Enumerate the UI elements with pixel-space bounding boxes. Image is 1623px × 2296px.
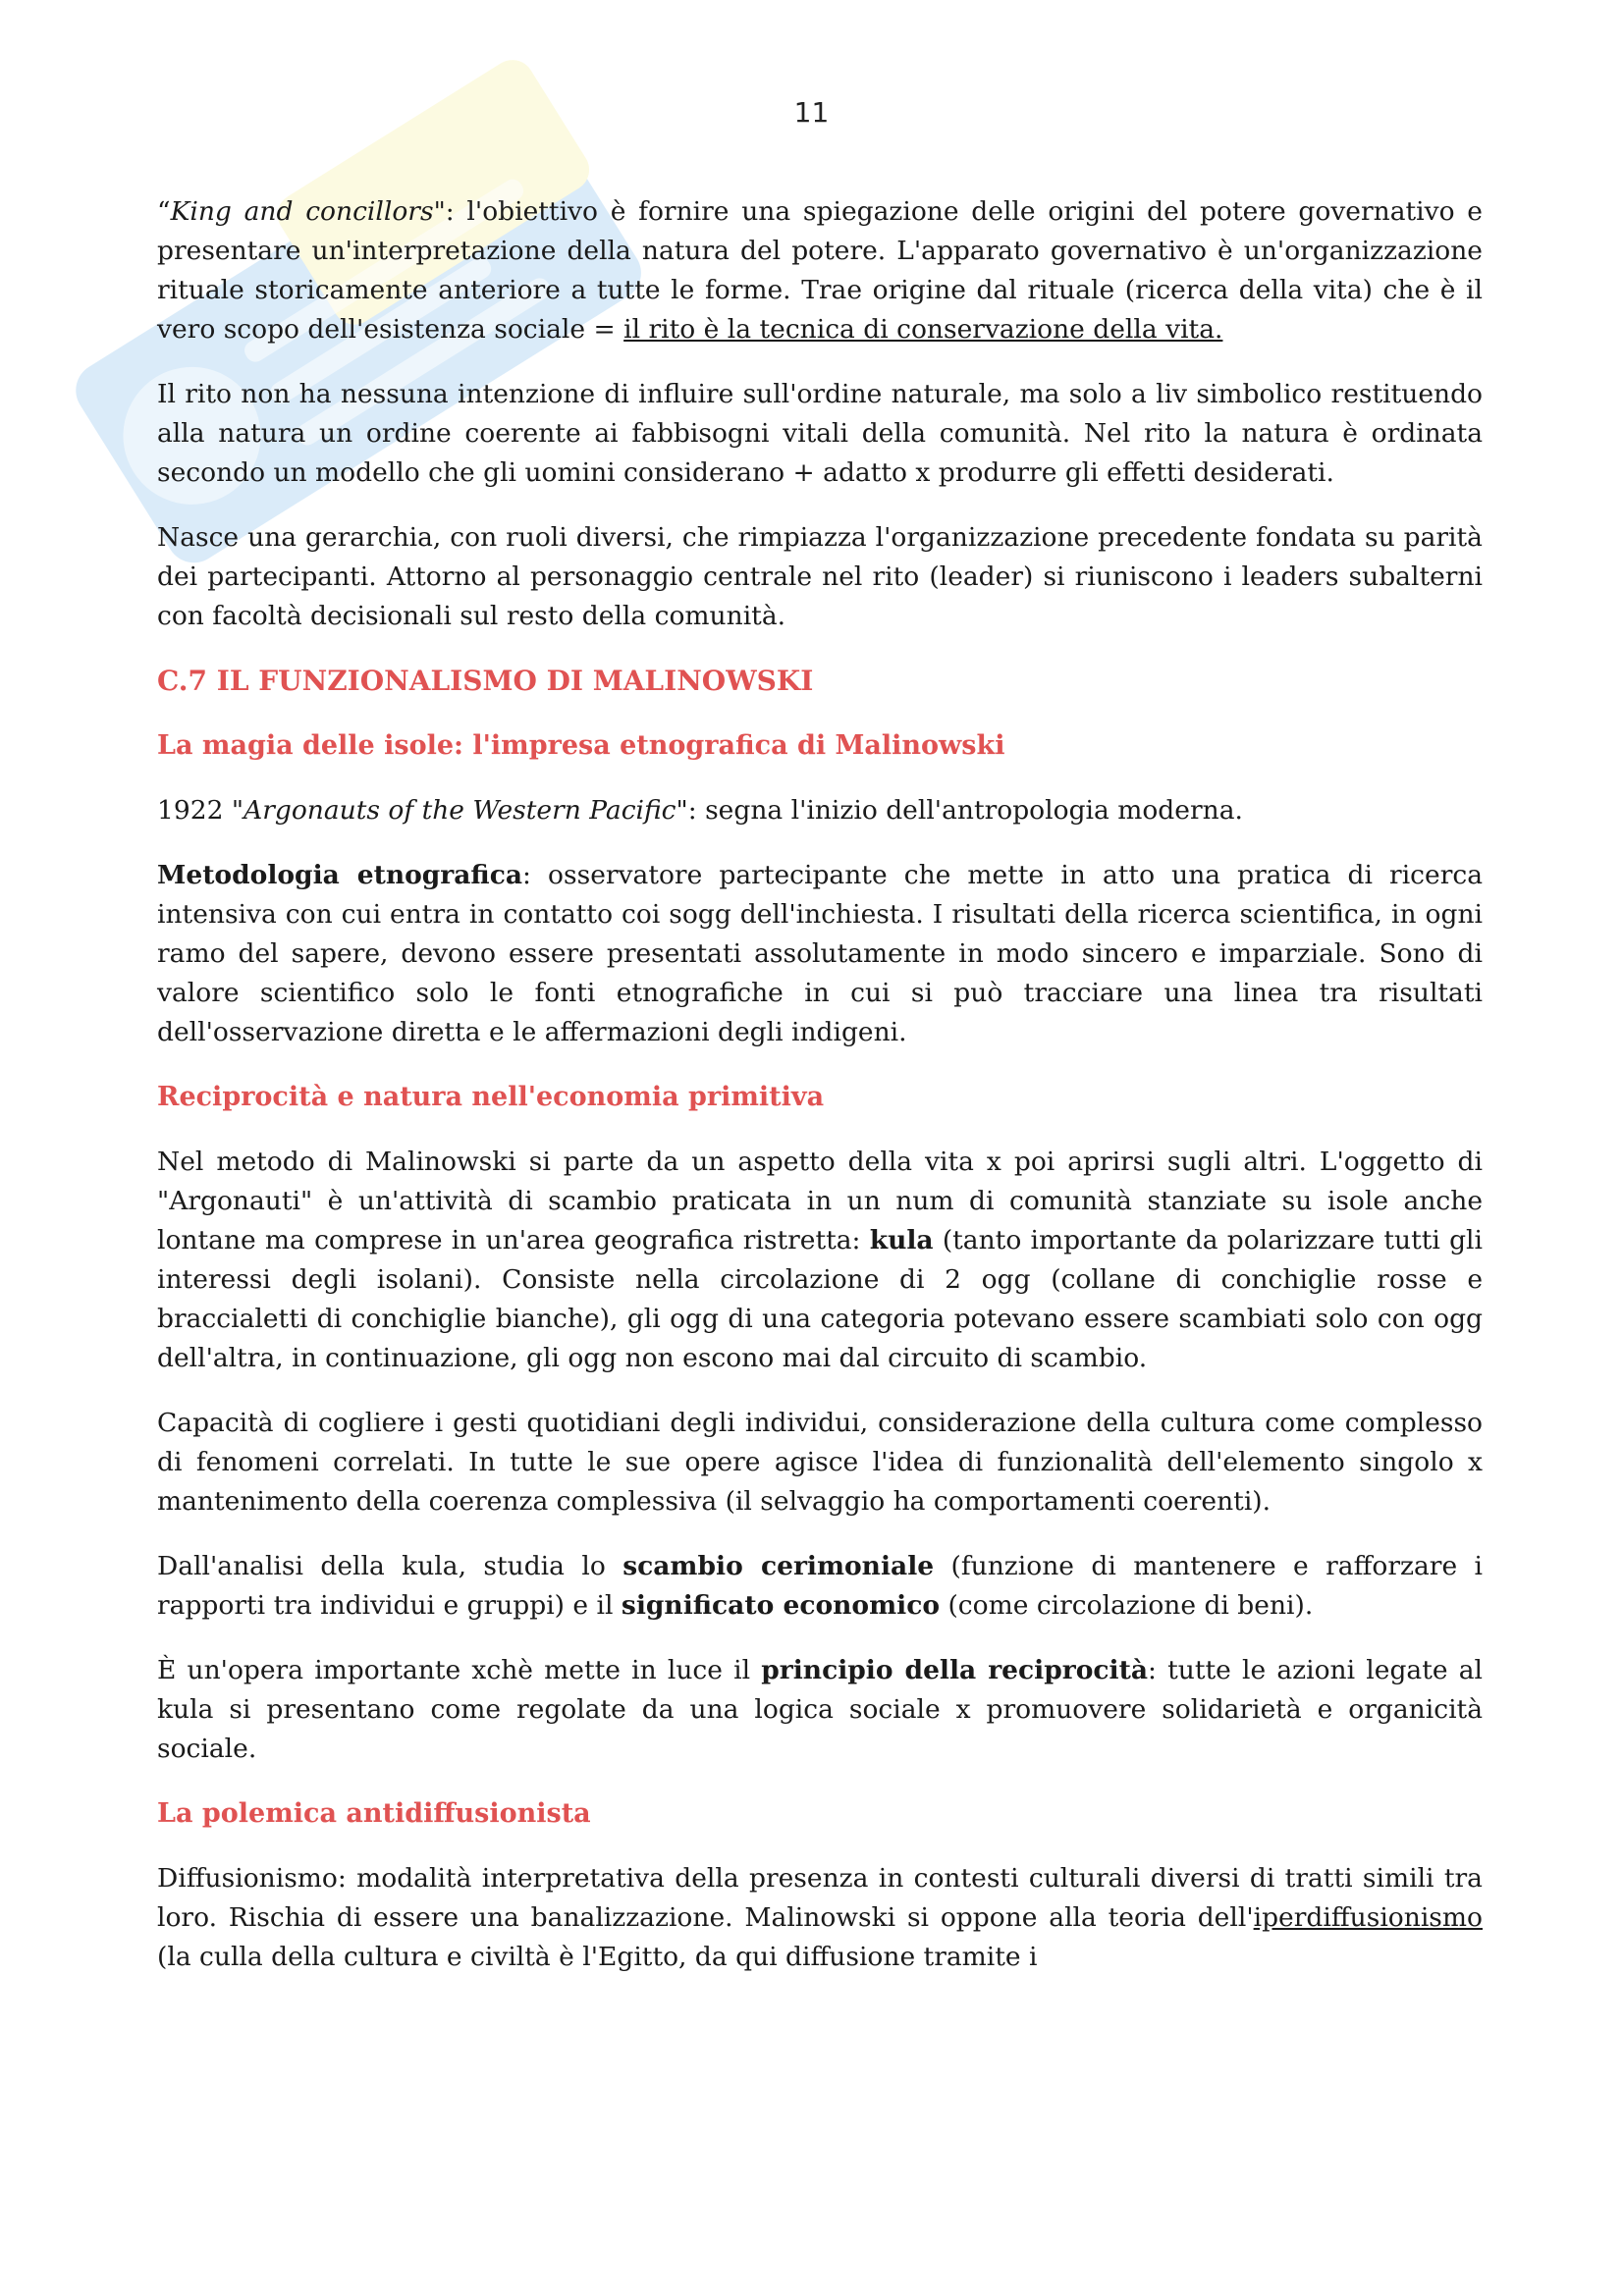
text-before: Nel metodo di Malinowski si parte da un aspetto della vita x poi aprirsi sugli altri. L'oggetto di "Argonauti" è un'attività di scambio praticata in un num di comunità stanziate su isole anche lontane ma comprese in un'area geografica ristretta: (157, 1147, 1483, 1255)
bold-term: significato economico (621, 1590, 941, 1621)
section-heading-polemica: La polemica antidiffusionista (157, 1798, 591, 1829)
text-after: ": segna l'inizio dell'antropologia moderna. (676, 795, 1243, 826)
paragraph-text: ": l'obiettivo è fornire una spiegazione delle origini del potere governativo e presentare un'interpretazione della natura del potere. L'apparato governativo è un'organizzazione rituale storicamente anteriore a tutte le forme. Trae origine dal rituale (ricerca della vita) che è il vero scopo dell'esistenza sociale = (157, 196, 1483, 345)
bold-term: principio della reciprocità (761, 1655, 1149, 1685)
bold-term: Metodologia etnografica (157, 860, 523, 890)
paragraph-gerarchia: Nasce una gerarchia, con ruoli diversi, che rimpiazza l'organizzazione precedente fondata su parità dei partecipanti. Attorno al personaggio centrale nel rito (leader) si riuniscono i leaders subalterni con facoltà decisionali sul resto della comunità. (157, 522, 1483, 631)
document-body (157, 192, 1483, 2002)
text-before: È un'opera importante xchè mette in luce il (157, 1655, 762, 1685)
paragraph-rito: Il rito non ha nessuna intenzione di influire sull'ordine naturale, ma solo a liv simbolico restituendo alla natura un ordine coerente ai fabbisogni vitali della comunità. Nel rito la natura è ordinata secondo un modello che gli uomini considerano + adatto x produrre gli effetti desiderati. (157, 379, 1483, 488)
text-middle: (funzione di mantenere e rafforzare i rapporti tra individui e gruppi) e il (157, 1551, 1484, 1621)
text-after: : tutte le azioni legate al kula si presentano come regolate da una logica sociale x promuovere solidarietà e organicità sociale. (157, 1655, 1483, 1764)
text-after: (la culla della cultura e civiltà è l'Egitto, da qui diffusione tramite i (157, 1942, 1038, 1972)
text-after: (tanto importante da polarizzare tutti gli interessi degli isolani). Consiste nella circolazione di 2 ogg (collane di conchiglie rosse e braccialetti di conchiglie bianche), gli ogg di una categoria potevano essere scambiati solo con ogg dell'altra, in continuazione, gli ogg non escono mai dal circuito di scambio. (157, 1225, 1483, 1373)
underlined-text: iperdiffusionismo (1253, 1902, 1483, 1933)
paragraph-reciprocita (157, 1651, 1483, 1769)
text-before: 1922 " (157, 795, 244, 826)
text-before: Diffusionismo: modalità interpretativa della presenza in contesti culturali diversi di tratti simili tra loro. Rischia di essere una banalizzazione. Malinowski si oppone alla teoria dell' (157, 1863, 1483, 1933)
paragraph-text: : osservatore partecipante che mette in atto una pratica di ricerca intensiva con cui entra in contatto coi sogg dell'inchiesta. I risultati della ricerca scientifica, in ogni ramo del sapere, devono essere presentati assolutamente in modo sincero e imparziale. Sono di valore scientifico solo le fonti etnografiche in cui si può tracciare una linea tra risultati dell'osservazione diretta e le affermazioni degli indigeni. (157, 860, 1484, 1047)
paragraph-diffusionismo (157, 1859, 1483, 1977)
italic-title: Argonauts of the Western Pacific (243, 795, 676, 826)
section-heading-reciprocita: Reciprocità e natura nell'economia primitiva (157, 1082, 825, 1112)
chapter-heading: C.7 IL FUNZIONALISMO DI MALINOWSKI (157, 665, 814, 697)
bold-term: kula (869, 1225, 934, 1255)
bold-term: scambio cerimoniale (622, 1551, 935, 1581)
paragraph-argonauts (157, 791, 1483, 830)
text-after: (come circolazione di beni). (940, 1590, 1314, 1621)
paragraph-kula (157, 1143, 1483, 1378)
page-number: 11 (793, 96, 830, 129)
paragraph-king-and-concillors: “King and concillors": l'obiettivo è fornire una spiegazione delle origini del potere governativo e presentare un'interpretazione della natura del potere. L'apparato governativo è un'organizzazione rituale storicamente anteriore a tutte le forme. Trae origine dal rituale (ricerca della vita) che è il vero scopo dell'esistenza sociale = il rito è la tecnica di conservazione della vita. (157, 196, 1483, 345)
text-before: Dall'analisi della kula, studia lo (157, 1551, 623, 1581)
italic-title: King and concillors (170, 196, 434, 227)
paragraph-metodologia (157, 856, 1483, 1052)
paragraph-analisi-kula (157, 1547, 1483, 1626)
underlined-text: il rito è la tecnica di conservazione della vita. (623, 314, 1223, 345)
paragraph-capacita: Capacità di cogliere i gesti quotidiani degli individui, considerazione della cultura come complesso di fenomeni correlati. In tutte le sue opere agisce l'idea di funzionalità dell'elemento singolo x mantenimento della coerenza complessiva (il selvaggio ha comportamenti coerenti). (157, 1408, 1483, 1517)
section-heading-magia: La magia delle isole: l'impresa etnografica di Malinowski (157, 730, 1005, 761)
